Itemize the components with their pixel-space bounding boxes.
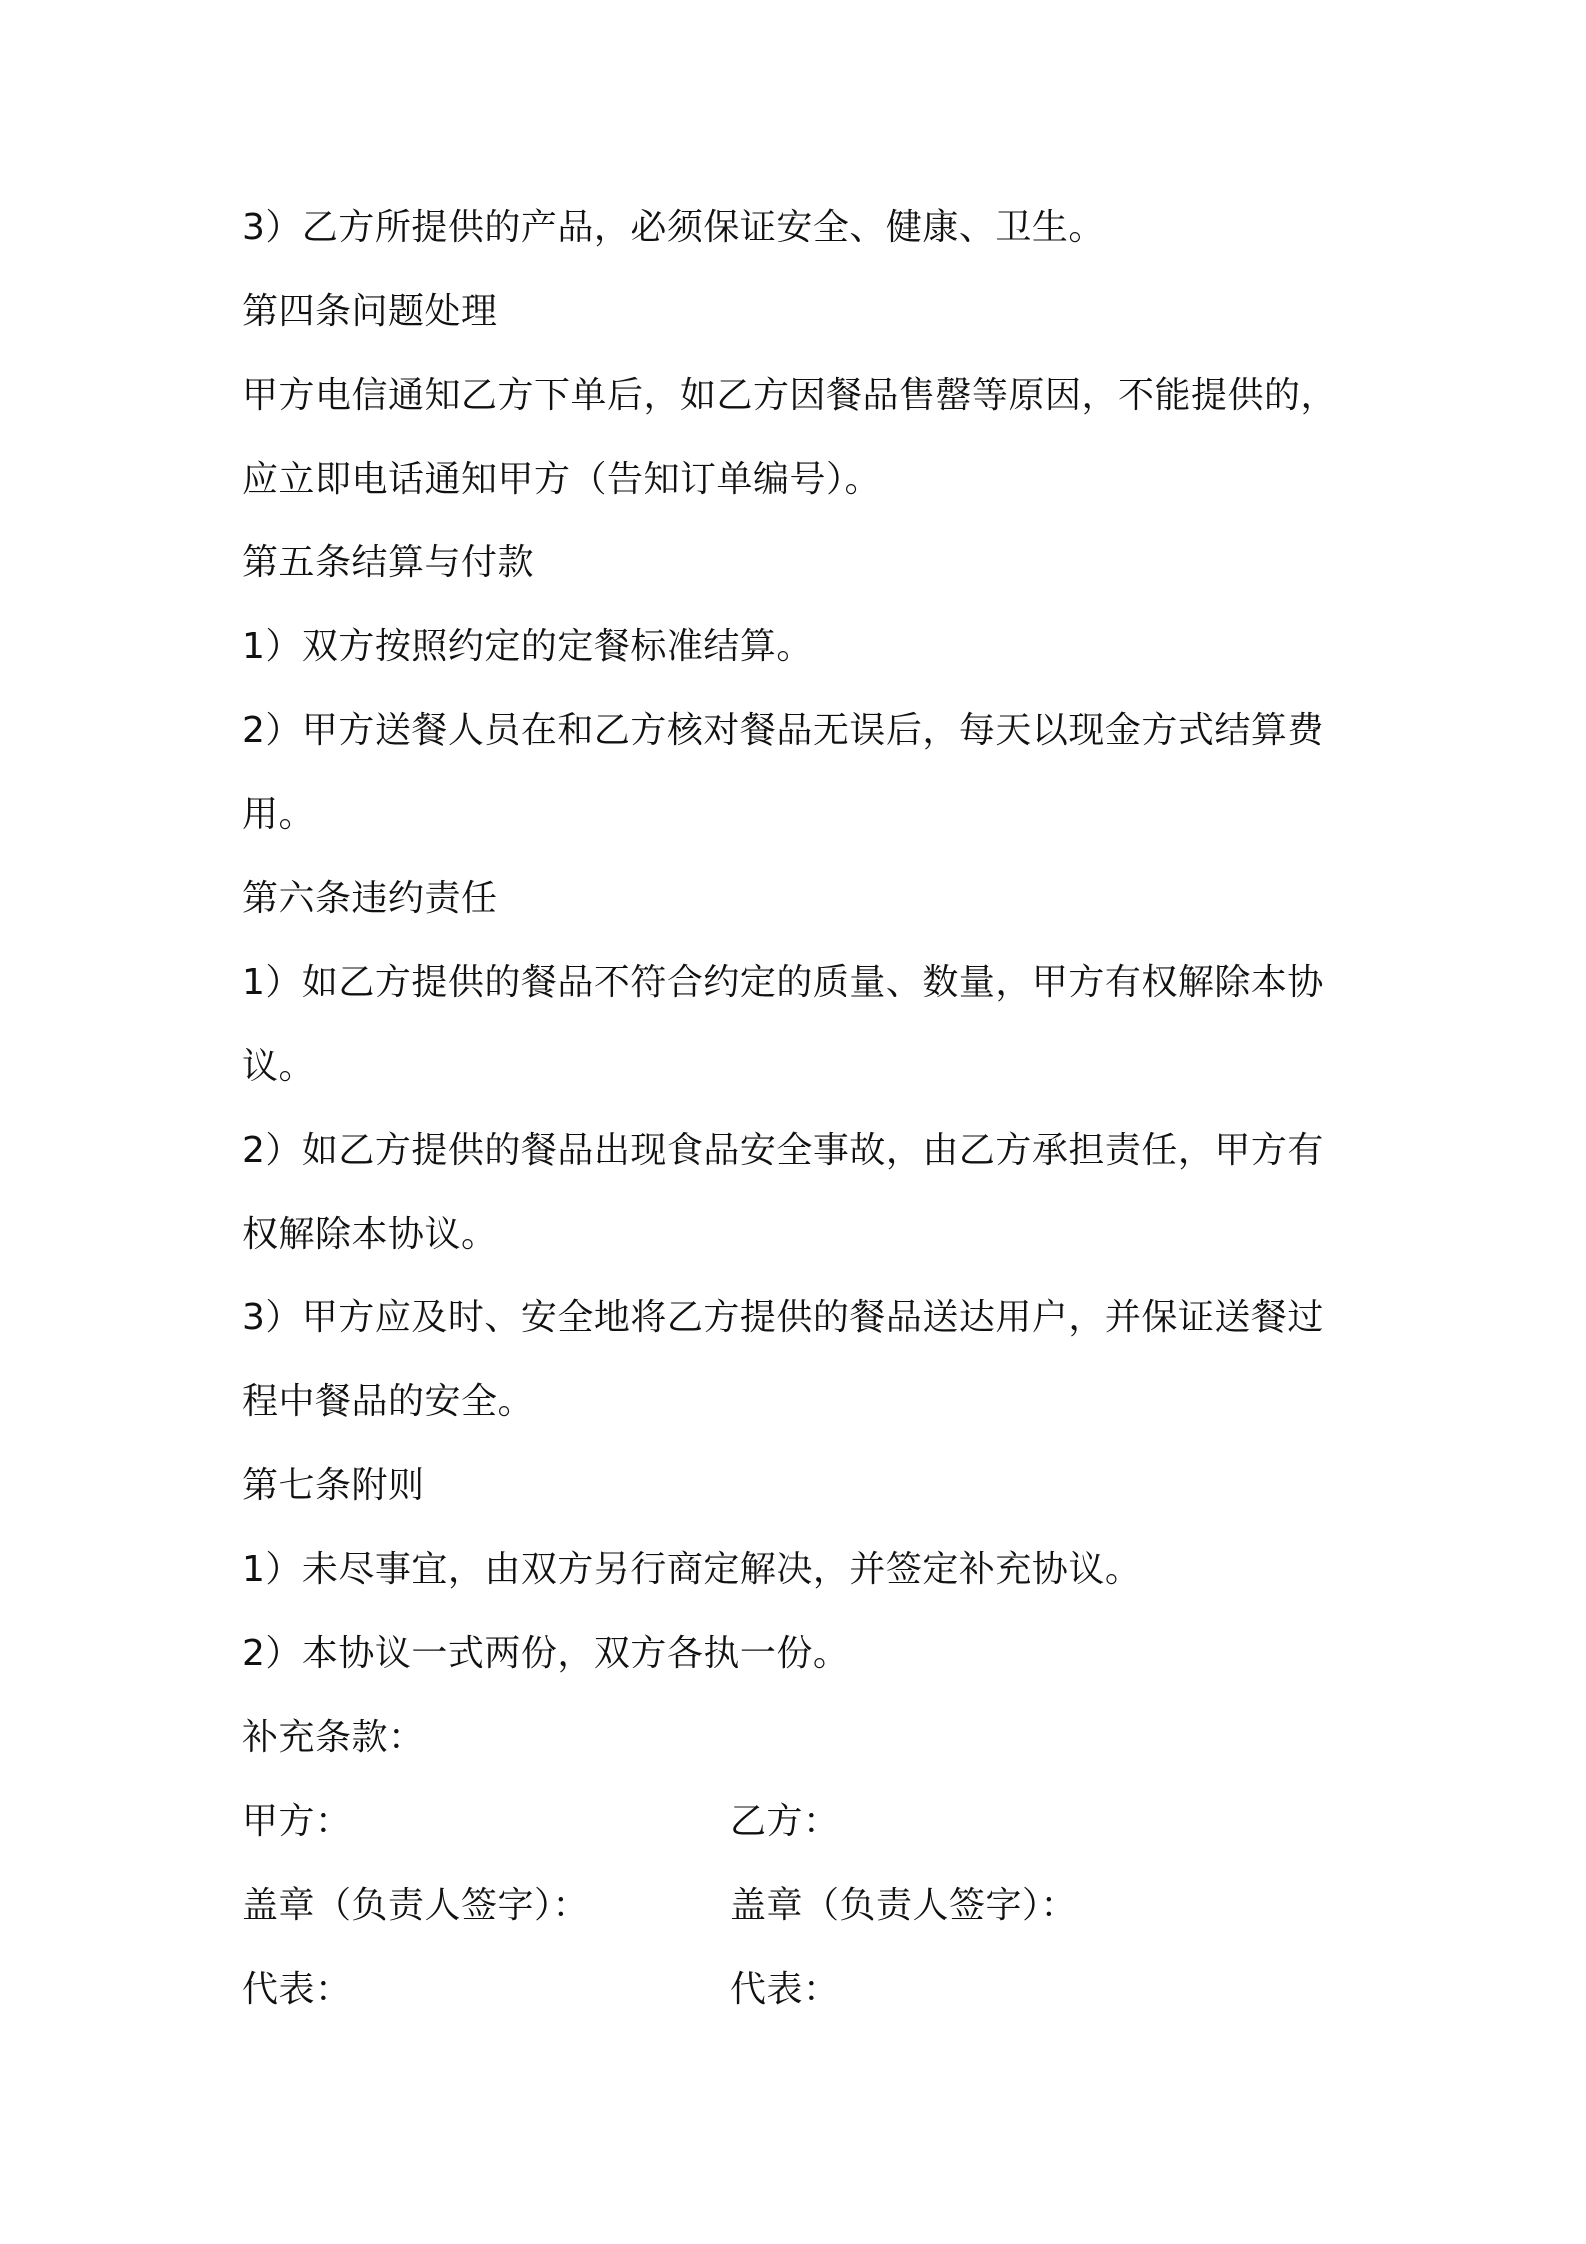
article-4-heading: 第四条问题处理: [242, 291, 498, 332]
clause-3-3: 3）乙方所提供的产品，必须保证安全、健康、卫生。: [242, 207, 1105, 248]
party-b-representative-label: 代表：: [730, 1969, 840, 2010]
clause-6-1-line-1: 1）如乙方提供的餐品不符合约定的质量、数量，甲方有权解除本协: [242, 962, 1324, 1003]
supplementary-terms-label: 补充条款：: [242, 1717, 425, 1758]
clause-6-2-line-2: 权解除本协议。: [242, 1214, 498, 1255]
party-a-seal-label: 盖章（负责人签字）：: [242, 1885, 590, 1926]
clause-6-2-line-1: 2）如乙方提供的餐品出现食品安全事故，由乙方承担责任，甲方有: [242, 1130, 1324, 1171]
party-a-label: 甲方：: [242, 1801, 352, 1842]
article-4-text-line-2: 应立即电话通知甲方（告知订单编号）。: [242, 459, 882, 500]
clause-7-2: 2）本协议一式两份，双方各执一份。: [242, 1633, 850, 1674]
clause-5-2-line-1: 2）甲方送餐人员在和乙方核对餐品无误后，每天以现金方式结算费: [242, 710, 1324, 751]
article-5-heading: 第五条结算与付款: [242, 542, 535, 583]
clause-6-1-line-2: 议。: [242, 1046, 316, 1087]
clause-6-3-line-1: 3）甲方应及时、安全地将乙方提供的餐品送达用户，并保证送餐过: [242, 1297, 1324, 1338]
article-4-text-line-1: 甲方电信通知乙方下单后，如乙方因餐品售罄等原因，不能提供的，: [242, 375, 1338, 416]
article-7-heading: 第七条附则: [242, 1465, 425, 1506]
clause-5-2-line-2: 用。: [242, 794, 316, 835]
clause-5-1: 1）双方按照约定的定餐标准结算。: [242, 626, 813, 667]
party-b-seal-label: 盖章（负责人签字）：: [730, 1885, 1078, 1926]
party-b-label: 乙方：: [730, 1801, 840, 1842]
party-a-representative-label: 代表：: [242, 1969, 352, 2010]
clause-7-1: 1）未尽事宜，由双方另行商定解决，并签定补充协议。: [242, 1549, 1142, 1590]
article-6-heading: 第六条违约责任: [242, 878, 498, 919]
clause-6-3-line-2: 程中餐品的安全。: [242, 1381, 535, 1422]
